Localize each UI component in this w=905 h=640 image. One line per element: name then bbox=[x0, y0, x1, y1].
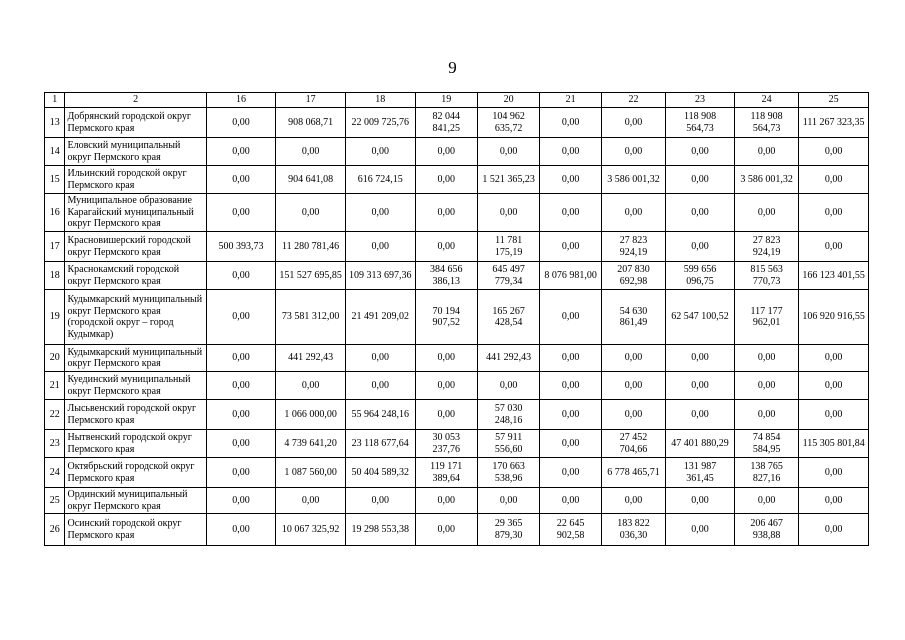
value-cell: 0,00 bbox=[206, 400, 276, 430]
value-cell: 0,00 bbox=[540, 232, 601, 262]
value-cell: 0,00 bbox=[666, 166, 735, 194]
value-cell: 22 645 902,58 bbox=[540, 514, 601, 546]
value-cell: 111 267 323,35 bbox=[799, 108, 869, 138]
value-cell: 441 292,43 bbox=[276, 345, 346, 372]
value-cell: 1 087 560,00 bbox=[276, 458, 346, 488]
municipality-name: Куединский муниципальный округ Пермского края bbox=[65, 372, 206, 400]
municipality-name: Кудымкарский муниципальный округ Пермского края bbox=[65, 345, 206, 372]
value-cell: 0,00 bbox=[206, 430, 276, 458]
value-cell: 0,00 bbox=[540, 166, 601, 194]
value-cell: 0,00 bbox=[601, 400, 665, 430]
value-cell: 0,00 bbox=[206, 488, 276, 514]
column-header-row bbox=[45, 93, 869, 108]
value-cell: 0,00 bbox=[799, 458, 869, 488]
table-row bbox=[45, 430, 869, 458]
table-row bbox=[45, 345, 869, 372]
value-cell: 22 009 725,76 bbox=[345, 108, 415, 138]
row-number: 17 bbox=[45, 232, 65, 262]
value-cell: 384 656 386,13 bbox=[415, 262, 477, 290]
value-cell: 1 521 365,23 bbox=[477, 166, 539, 194]
value-cell: 0,00 bbox=[799, 166, 869, 194]
value-cell: 1 066 000,00 bbox=[276, 400, 346, 430]
value-cell: 0,00 bbox=[666, 138, 735, 166]
value-cell: 616 724,15 bbox=[345, 166, 415, 194]
value-cell: 0,00 bbox=[345, 488, 415, 514]
value-cell: 0,00 bbox=[540, 400, 601, 430]
value-cell: 47 401 880,29 bbox=[666, 430, 735, 458]
value-cell: 0,00 bbox=[206, 194, 276, 232]
table-row bbox=[45, 372, 869, 400]
column-header: 18 bbox=[345, 93, 415, 108]
value-cell: 74 854 584,95 bbox=[734, 430, 798, 458]
value-cell: 0,00 bbox=[206, 458, 276, 488]
value-cell: 82 044 841,25 bbox=[415, 108, 477, 138]
row-number: 14 bbox=[45, 138, 65, 166]
value-cell: 183 822 036,30 bbox=[601, 514, 665, 546]
value-cell: 57 030 248,16 bbox=[477, 400, 539, 430]
value-cell: 0,00 bbox=[666, 400, 735, 430]
value-cell: 0,00 bbox=[799, 194, 869, 232]
column-header: 22 bbox=[601, 93, 665, 108]
value-cell: 0,00 bbox=[540, 488, 601, 514]
value-cell: 104 962 635,72 bbox=[477, 108, 539, 138]
value-cell: 0,00 bbox=[540, 372, 601, 400]
municipality-name: Ординский муниципальный округ Пермского края bbox=[65, 488, 206, 514]
value-cell: 0,00 bbox=[601, 138, 665, 166]
value-cell: 0,00 bbox=[799, 345, 869, 372]
value-cell: 0,00 bbox=[415, 138, 477, 166]
budget-table bbox=[44, 92, 869, 546]
value-cell: 73 581 312,00 bbox=[276, 290, 346, 345]
row-number: 22 bbox=[45, 400, 65, 430]
table-row bbox=[45, 290, 869, 345]
value-cell: 0,00 bbox=[540, 194, 601, 232]
column-header: 21 bbox=[540, 93, 601, 108]
value-cell: 0,00 bbox=[666, 232, 735, 262]
value-cell: 10 067 325,92 bbox=[276, 514, 346, 546]
value-cell: 27 823 924,19 bbox=[601, 232, 665, 262]
row-number: 24 bbox=[45, 458, 65, 488]
column-header: 23 bbox=[666, 93, 735, 108]
municipality-name: Кудымкарский муниципальный округ Пермского края (городской округ – город Кудымкар) bbox=[65, 290, 206, 345]
municipality-name: Нытвенский городской округ Пермского края bbox=[65, 430, 206, 458]
value-cell: 0,00 bbox=[345, 194, 415, 232]
value-cell: 0,00 bbox=[734, 488, 798, 514]
value-cell: 0,00 bbox=[206, 345, 276, 372]
value-cell: 0,00 bbox=[540, 458, 601, 488]
column-header: 19 bbox=[415, 93, 477, 108]
value-cell: 904 641,08 bbox=[276, 166, 346, 194]
value-cell: 0,00 bbox=[276, 138, 346, 166]
value-cell: 0,00 bbox=[345, 372, 415, 400]
column-header: 25 bbox=[799, 93, 869, 108]
table-row bbox=[45, 232, 869, 262]
value-cell: 109 313 697,36 bbox=[345, 262, 415, 290]
value-cell: 0,00 bbox=[415, 166, 477, 194]
municipality-name: Муниципальное образование Карагайский муниципальный округ Пермского края bbox=[65, 194, 206, 232]
value-cell: 0,00 bbox=[477, 194, 539, 232]
table-row bbox=[45, 458, 869, 488]
value-cell: 0,00 bbox=[345, 138, 415, 166]
municipality-name: Осинский городской округ Пермского края bbox=[65, 514, 206, 546]
value-cell: 0,00 bbox=[799, 488, 869, 514]
value-cell: 19 298 553,38 bbox=[345, 514, 415, 546]
row-number: 25 bbox=[45, 488, 65, 514]
value-cell: 0,00 bbox=[415, 514, 477, 546]
value-cell: 0,00 bbox=[415, 400, 477, 430]
column-header: 1 bbox=[45, 93, 65, 108]
value-cell: 8 076 981,00 bbox=[540, 262, 601, 290]
table-row bbox=[45, 108, 869, 138]
column-header: 20 bbox=[477, 93, 539, 108]
municipality-name: Октябрьский городской округ Пермского края bbox=[65, 458, 206, 488]
value-cell: 0,00 bbox=[415, 232, 477, 262]
value-cell: 27 452 704,66 bbox=[601, 430, 665, 458]
value-cell: 21 491 209,02 bbox=[345, 290, 415, 345]
row-number: 20 bbox=[45, 345, 65, 372]
value-cell: 0,00 bbox=[206, 138, 276, 166]
value-cell: 0,00 bbox=[601, 488, 665, 514]
municipality-name: Ильинский городской округ Пермского края bbox=[65, 166, 206, 194]
value-cell: 0,00 bbox=[345, 345, 415, 372]
table-row bbox=[45, 166, 869, 194]
value-cell: 118 908 564,73 bbox=[734, 108, 798, 138]
value-cell: 0,00 bbox=[206, 262, 276, 290]
value-cell: 0,00 bbox=[345, 232, 415, 262]
row-number: 26 bbox=[45, 514, 65, 546]
column-header: 24 bbox=[734, 93, 798, 108]
value-cell: 170 663 538,96 bbox=[477, 458, 539, 488]
column-header: 17 bbox=[276, 93, 346, 108]
municipality-name: Добрянский городской округ Пермского края bbox=[65, 108, 206, 138]
value-cell: 599 656 096,75 bbox=[666, 262, 735, 290]
value-cell: 645 497 779,34 bbox=[477, 262, 539, 290]
value-cell: 0,00 bbox=[601, 372, 665, 400]
value-cell: 0,00 bbox=[276, 488, 346, 514]
value-cell: 0,00 bbox=[415, 488, 477, 514]
municipality-name: Лысьвенский городской округ Пермского края bbox=[65, 400, 206, 430]
value-cell: 908 068,71 bbox=[276, 108, 346, 138]
value-cell: 0,00 bbox=[666, 194, 735, 232]
value-cell: 0,00 bbox=[540, 108, 601, 138]
value-cell: 0,00 bbox=[276, 194, 346, 232]
value-cell: 115 305 801,84 bbox=[799, 430, 869, 458]
value-cell: 0,00 bbox=[206, 290, 276, 345]
value-cell: 0,00 bbox=[666, 345, 735, 372]
value-cell: 0,00 bbox=[799, 138, 869, 166]
value-cell: 30 053 237,76 bbox=[415, 430, 477, 458]
column-header: 16 bbox=[206, 93, 276, 108]
row-number: 19 bbox=[45, 290, 65, 345]
value-cell: 54 630 861,49 bbox=[601, 290, 665, 345]
page-number: 9 bbox=[448, 58, 457, 77]
table-row bbox=[45, 138, 869, 166]
row-number: 16 bbox=[45, 194, 65, 232]
row-number: 18 bbox=[45, 262, 65, 290]
value-cell: 55 964 248,16 bbox=[345, 400, 415, 430]
value-cell: 6 778 465,71 bbox=[601, 458, 665, 488]
value-cell: 0,00 bbox=[540, 430, 601, 458]
value-cell: 0,00 bbox=[415, 194, 477, 232]
value-cell: 0,00 bbox=[477, 488, 539, 514]
value-cell: 0,00 bbox=[734, 345, 798, 372]
row-number: 13 bbox=[45, 108, 65, 138]
value-cell: 0,00 bbox=[799, 400, 869, 430]
value-cell: 0,00 bbox=[477, 372, 539, 400]
value-cell: 4 739 641,20 bbox=[276, 430, 346, 458]
value-cell: 11 280 781,46 bbox=[276, 232, 346, 262]
value-cell: 0,00 bbox=[799, 514, 869, 546]
municipality-name: Краснокамский городской округ Пермского края bbox=[65, 262, 206, 290]
value-cell: 0,00 bbox=[206, 108, 276, 138]
value-cell: 62 547 100,52 bbox=[666, 290, 735, 345]
value-cell: 0,00 bbox=[415, 372, 477, 400]
value-cell: 50 404 589,32 bbox=[345, 458, 415, 488]
value-cell: 151 527 695,85 bbox=[276, 262, 346, 290]
value-cell: 0,00 bbox=[540, 345, 601, 372]
value-cell: 206 467 938,88 bbox=[734, 514, 798, 546]
value-cell: 0,00 bbox=[666, 488, 735, 514]
value-cell: 23 118 677,64 bbox=[345, 430, 415, 458]
value-cell: 0,00 bbox=[276, 372, 346, 400]
value-cell: 3 586 001,32 bbox=[734, 166, 798, 194]
value-cell: 0,00 bbox=[540, 290, 601, 345]
value-cell: 29 365 879,30 bbox=[477, 514, 539, 546]
value-cell: 0,00 bbox=[734, 194, 798, 232]
value-cell: 166 123 401,55 bbox=[799, 262, 869, 290]
value-cell: 0,00 bbox=[666, 514, 735, 546]
value-cell: 138 765 827,16 bbox=[734, 458, 798, 488]
value-cell: 3 586 001,32 bbox=[601, 166, 665, 194]
value-cell: 500 393,73 bbox=[206, 232, 276, 262]
row-number: 15 bbox=[45, 166, 65, 194]
value-cell: 0,00 bbox=[477, 138, 539, 166]
value-cell: 0,00 bbox=[206, 372, 276, 400]
row-number: 23 bbox=[45, 430, 65, 458]
value-cell: 0,00 bbox=[799, 232, 869, 262]
table-row bbox=[45, 194, 869, 232]
value-cell: 0,00 bbox=[206, 514, 276, 546]
value-cell: 118 908 564,73 bbox=[666, 108, 735, 138]
value-cell: 0,00 bbox=[799, 372, 869, 400]
column-header: 2 bbox=[65, 93, 206, 108]
table-row bbox=[45, 400, 869, 430]
value-cell: 70 194 907,52 bbox=[415, 290, 477, 345]
value-cell: 119 171 389,64 bbox=[415, 458, 477, 488]
value-cell: 106 920 916,55 bbox=[799, 290, 869, 345]
value-cell: 815 563 770,73 bbox=[734, 262, 798, 290]
value-cell: 0,00 bbox=[540, 138, 601, 166]
value-cell: 0,00 bbox=[601, 345, 665, 372]
value-cell: 0,00 bbox=[666, 372, 735, 400]
value-cell: 0,00 bbox=[601, 108, 665, 138]
value-cell: 131 987 361,45 bbox=[666, 458, 735, 488]
value-cell: 57 911 556,60 bbox=[477, 430, 539, 458]
value-cell: 0,00 bbox=[415, 345, 477, 372]
municipality-name: Красновишерский городской округ Пермского края bbox=[65, 232, 206, 262]
value-cell: 0,00 bbox=[601, 194, 665, 232]
value-cell: 27 823 924,19 bbox=[734, 232, 798, 262]
row-number: 21 bbox=[45, 372, 65, 400]
value-cell: 11 781 175,19 bbox=[477, 232, 539, 262]
value-cell: 165 267 428,54 bbox=[477, 290, 539, 345]
value-cell: 0,00 bbox=[734, 372, 798, 400]
value-cell: 0,00 bbox=[206, 166, 276, 194]
value-cell: 0,00 bbox=[734, 400, 798, 430]
value-cell: 207 830 692,98 bbox=[601, 262, 665, 290]
value-cell: 0,00 bbox=[734, 138, 798, 166]
table-row bbox=[45, 262, 869, 290]
table-row bbox=[45, 488, 869, 514]
table-row bbox=[45, 514, 869, 546]
value-cell: 117 177 962,01 bbox=[734, 290, 798, 345]
municipality-name: Еловский муниципальный округ Пермского края bbox=[65, 138, 206, 166]
value-cell: 441 292,43 bbox=[477, 345, 539, 372]
